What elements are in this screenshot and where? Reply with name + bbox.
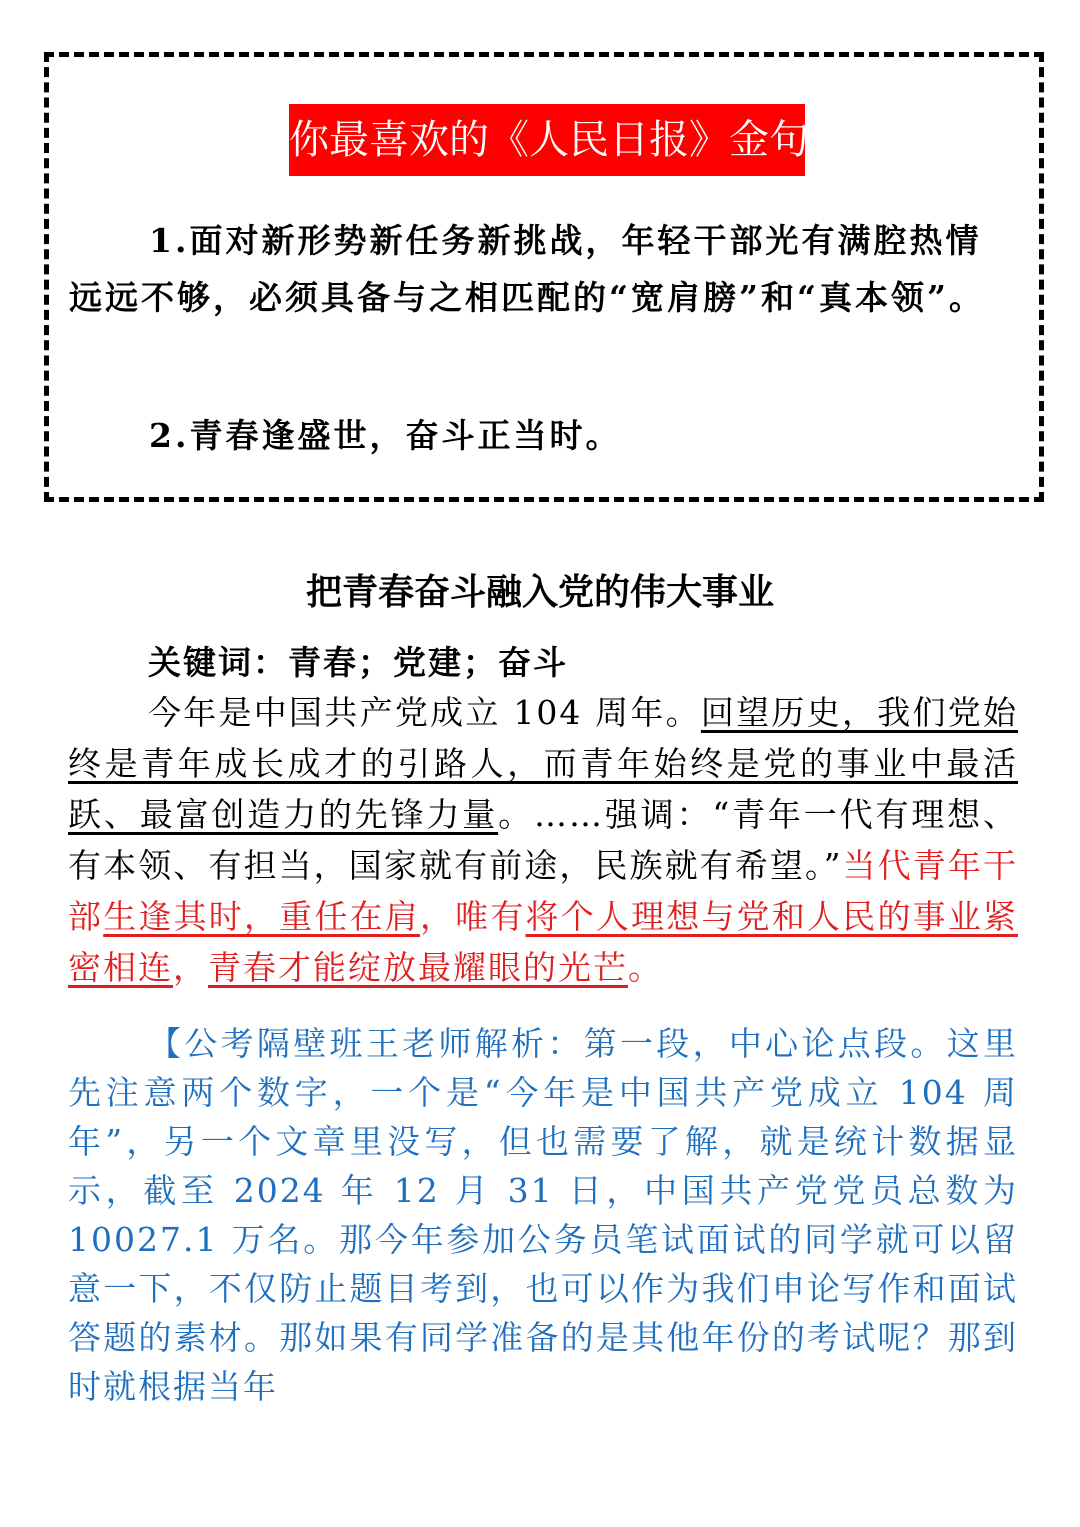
p1-s1: 今年是中国共产党成立 104 周年。 <box>148 693 701 732</box>
p1-s2: 回望历史，我们党始终是青年成长成才的引路人，而青年始终是党的事业中最活跃、最富创造力的先锋力量 <box>68 693 1019 834</box>
p1-s6: ，唯有 <box>419 897 526 936</box>
paragraph-1 <box>68 687 1018 993</box>
quote-item: 1.面对新形势新任务新挑战，年轻干部光有满腔热情远远不够，必须具备与之相匹配的“宽肩膀”和“真本领”。 <box>69 221 985 317</box>
analysis-paragraph: 【公考隔壁班王老师解析：第一段，中心论点段。这里先注意两个数字，一个是“今年是中国共产党成立 104 周年”，另一个文章里没写，但也需要了解，就是统计数据显示，截至 2024 年 12 月 31 日，中国共产党党员总数为 10027.1 万名。那今年参加公务员笔试面试的同学就可以留意一下，不仅防止题目考到，也可以作为我们申论写作和面试答题的素材。那如果有同学准备的是其他年份的考试呢？那到时就根据当年 <box>68 1024 1018 1406</box>
p1-s8: ， <box>173 948 208 987</box>
quote-box-title: 你最喜欢的《人民日报》金句 <box>289 104 805 176</box>
keywords: 关键词：青春；党建；奋斗 <box>148 643 568 682</box>
quote-box <box>44 52 1044 502</box>
quote-item: 2.青春逢盛世，奋斗正当时。 <box>149 416 622 455</box>
p1-s3: 。……强调：“青年一代有理想、有本领、有担当，国家就有前途，民族就有希望。” <box>68 795 1018 885</box>
p1-s5: 生逢其时，重任在肩 <box>103 897 420 936</box>
p1-s9: 青春才能绽放最耀眼的光芒 <box>208 948 628 987</box>
p1-s7: 将个人理想与党和人民的事业紧密相连 <box>68 897 1019 987</box>
p1-s4: 当代青年干部 <box>68 846 1019 936</box>
p1-s10: 。 <box>628 948 663 987</box>
article-title: 把青春奋斗融入党的伟大事业 <box>305 571 774 613</box>
